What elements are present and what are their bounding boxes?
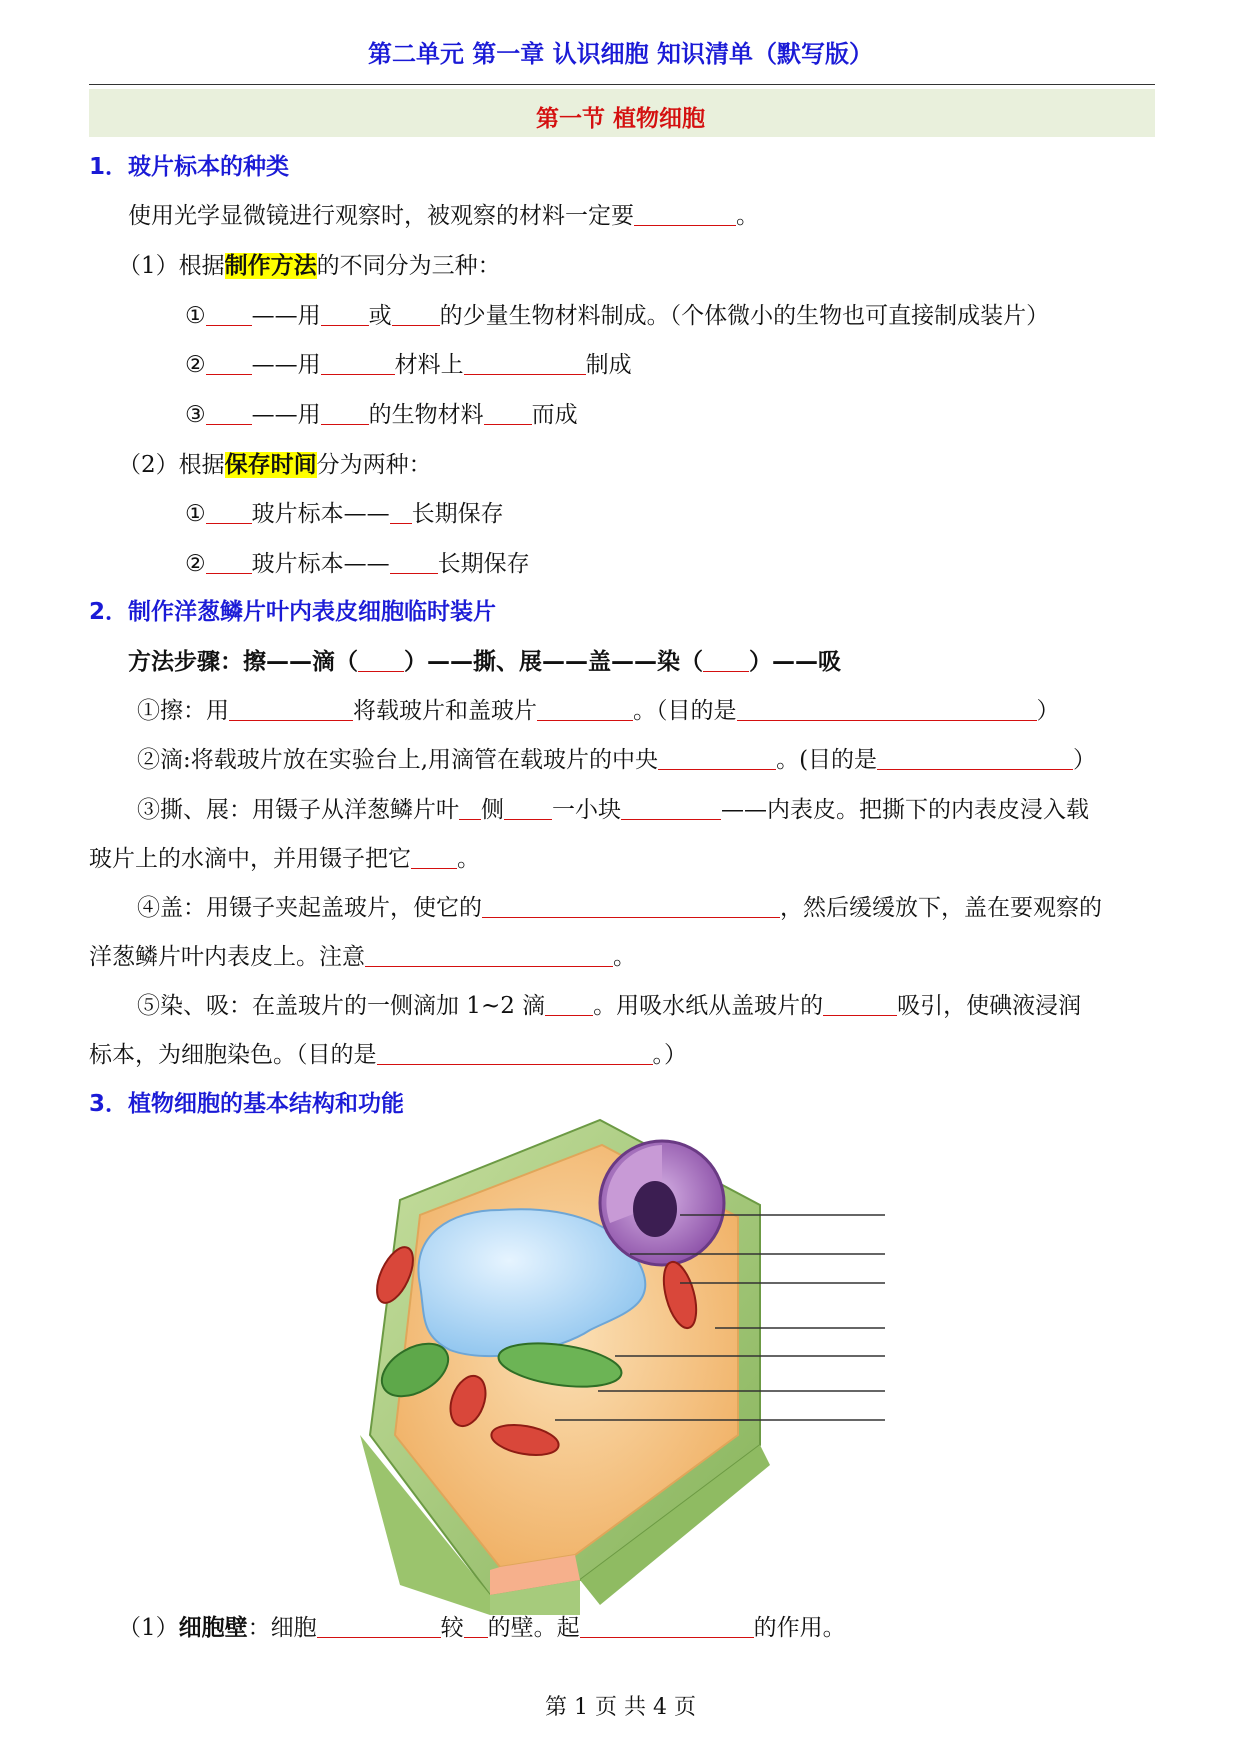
blank[interactable] — [392, 304, 440, 326]
blank[interactable] — [377, 1043, 653, 1065]
blank[interactable] — [229, 699, 353, 721]
blank[interactable] — [317, 1616, 441, 1638]
heading-plant-cell-structure: 3．植物细胞的基本结构和功能 — [89, 1091, 405, 1117]
line-step-drop: ②滴:将载玻片放在实验台上,用滴管在载玻片的中央 。(目的是 ） — [137, 747, 1097, 773]
blank[interactable] — [484, 403, 532, 425]
heading-temporary-mount: 2．制作洋葱鳞片叶内表皮细胞临时装片 — [89, 599, 497, 625]
blank[interactable] — [459, 798, 481, 820]
line-method-classification: （1）根据制作方法的不同分为三种： — [118, 253, 501, 279]
blank[interactable] — [206, 304, 252, 326]
line-cell-wall: （1）细胞壁：细胞 较 的壁。起 的作用。 — [118, 1615, 846, 1641]
blank[interactable] — [390, 502, 412, 524]
blank[interactable] — [823, 994, 897, 1016]
blank[interactable] — [206, 353, 252, 375]
blank[interactable] — [621, 798, 721, 820]
line-step-stain-2: 标本，为细胞染色。（目的是 。） — [89, 1042, 687, 1068]
plant-cell-diagram — [340, 1115, 900, 1621]
line-step-tear-1: ③撕、展：用镊子从洋葱鳞片叶 侧 一小块 ——内表皮。把撕下的内表皮浸入载 — [137, 797, 1089, 823]
line-method-1: ① ——用 或 的少量生物材料制成。（个体微小的生物也可直接制成装片） — [185, 303, 1050, 329]
line-method-2: ② ——用 材料上 制成 — [185, 352, 632, 378]
page-footer: 第 1 页 共 4 页 — [545, 1695, 696, 1720]
blank[interactable] — [580, 1616, 754, 1638]
line-time-classification: （2）根据保存时间分为两种： — [118, 452, 432, 478]
blank[interactable] — [737, 699, 1037, 721]
blank[interactable] — [464, 1616, 488, 1638]
blank[interactable] — [358, 650, 404, 672]
blank[interactable] — [411, 847, 457, 869]
line-intro: 使用光学显微镜进行观察时，被观察的材料一定要 。 — [128, 203, 759, 229]
line-step-cover-2: 洋葱鳞片叶内表皮上。注意 。 — [89, 944, 636, 970]
line-step-cover-1: ④盖：用镊子夹起盖玻片，使它的 ，然后缓缓放下，盖在要观察的 — [137, 895, 1102, 921]
line-time-2: ② 玻片标本—— 长期保存 — [185, 551, 530, 577]
document-title: 第二单元 第一章 认识细胞 知识清单（默写版） — [367, 40, 874, 68]
blank[interactable] — [545, 994, 593, 1016]
blank[interactable] — [365, 945, 613, 967]
line-time-1: ① 玻片标本—— 长期保存 — [185, 501, 504, 527]
blank[interactable] — [206, 502, 252, 524]
blank[interactable] — [658, 748, 776, 770]
line-method-3: ③ ——用 的生物材料 而成 — [185, 402, 578, 428]
line-step-wipe: ①擦：用 将载玻片和盖玻片 。（目的是 ） — [137, 698, 1060, 724]
blank[interactable] — [321, 353, 395, 375]
blank[interactable] — [877, 748, 1073, 770]
blank[interactable] — [206, 403, 252, 425]
nucleus-shape — [600, 1141, 724, 1265]
line-step-stain-1: ⑤染、吸：在盖玻片的一侧滴加 1~2 滴 。用吸水纸从盖玻片的 吸引，使碘液浸润 — [137, 993, 1082, 1019]
blank[interactable] — [537, 699, 633, 721]
blank[interactable] — [390, 552, 438, 574]
blank[interactable] — [482, 896, 780, 918]
blank[interactable] — [703, 650, 749, 672]
highlight-method: 制作方法 — [224, 253, 317, 279]
line-steps: 方法步骤：擦——滴（ ）——撕、展——盖——染（ ）——吸 — [128, 649, 841, 675]
blank[interactable] — [464, 353, 586, 375]
title-divider — [89, 84, 1155, 85]
blank[interactable] — [504, 798, 552, 820]
blank[interactable] — [321, 304, 369, 326]
heading-slide-types: 1．玻片标本的种类 — [89, 154, 290, 180]
blank[interactable] — [634, 204, 736, 226]
blank[interactable] — [321, 403, 369, 425]
line-step-tear-2: 玻片上的水滴中，并用镊子把它 。 — [89, 846, 480, 872]
highlight-time: 保存时间 — [224, 452, 317, 478]
section-title: 第一节 植物细胞 — [535, 106, 705, 132]
blank[interactable] — [206, 552, 252, 574]
